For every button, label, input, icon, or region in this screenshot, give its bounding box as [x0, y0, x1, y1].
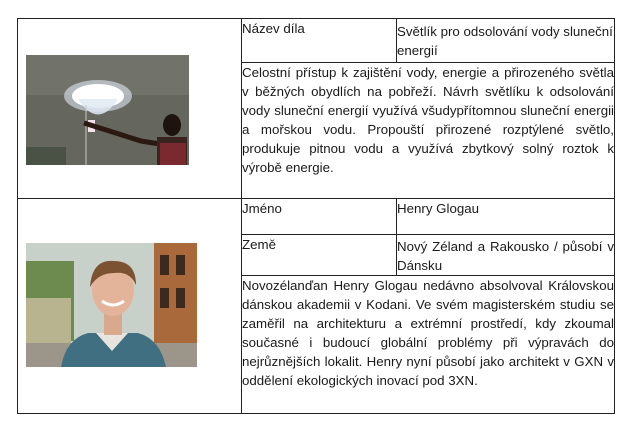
portrait-photo-cell [18, 199, 242, 414]
label-cell: Název díla [242, 19, 397, 63]
description-cell: Novozélanďan Henry Glogau nedávno absolvoval Královskou dánskou akademii v Kodani. Ve svém magisterském studiu se zaměřil na architekturu a extrémní prostředí, kdy zkoumal současné i budoucí globální problémy při výpravách do nejrůznějších lokalit. Henry nyní působí jako architekt v GXN v oddělení ekologických inovací pod 3XN. [242, 276, 615, 414]
label-cell: Jméno [242, 199, 397, 235]
table-row [18, 199, 615, 235]
value-cell: Henry Glogau [397, 199, 615, 235]
info-table [17, 18, 615, 414]
skylight-photo-cell [18, 19, 242, 199]
portrait-photo [26, 243, 197, 367]
skylight-photo [26, 55, 189, 165]
value-cell: Světlík pro odsolování vody sluneční energií [397, 19, 615, 63]
description-cell: Celostní přístup k zajištění vody, energie a přirozeného světla v běžných obydlích na pobřeží. Návrh světlíku k odsolování vody sluneční energií využívá všudypřítomnou sluneční energii a mořskou vodu. Propouští přirozené rozptýlené světlo, produkuje pitnou vodu a využívá zbytkový solný roztok k výrobě energie. [242, 63, 615, 199]
table-row [18, 19, 615, 63]
label-cell: Země [242, 235, 397, 276]
value-cell: Nový Zéland a Rakousko / působí v Dánsku [397, 235, 615, 276]
